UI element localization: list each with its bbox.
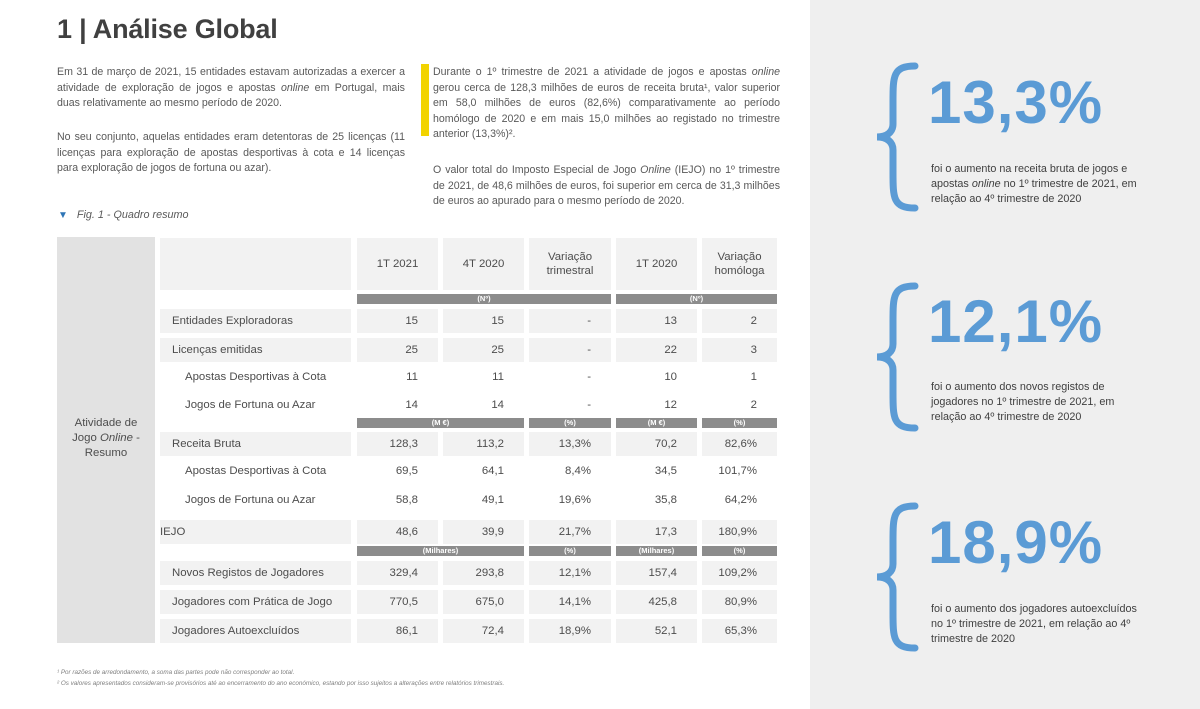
table-cell: 3 [750, 344, 757, 356]
table-cell: 19,6% [558, 494, 591, 506]
table-cell: 69,5 [395, 465, 418, 477]
table-cell: 12,1% [558, 567, 591, 579]
table-cell: 128,3 [389, 438, 418, 450]
unit-bar: (M €) [616, 418, 697, 428]
stat-desc-1: foi o aumento na receita bruta de jogos e apostas online no 1º trimestre de 2021, em relação ao 4º trimestre de 2020 [931, 163, 1137, 205]
table-cell: 17,3 [654, 526, 677, 538]
table-cell: 14 [491, 399, 504, 411]
table-cell: 80,9% [724, 596, 757, 608]
highlight-bar [421, 64, 429, 136]
side-label-line-2: Jogo Online - [72, 432, 140, 444]
table-side-label [57, 416, 155, 461]
side-label-line-1: Atividade de [74, 417, 138, 429]
table-cell: 64,1 [481, 465, 504, 477]
table-cell: 14,1% [558, 596, 591, 608]
table-cell: - [587, 399, 591, 411]
table-cell: 58,8 [395, 494, 418, 506]
table-cell: 49,1 [481, 494, 504, 506]
page-title: 1 | Análise Global [57, 14, 278, 44]
col-header-1t2020: 1T 2020 [616, 238, 697, 290]
revenue-paragraph: Durante o 1º trimestre de 2021 a atividade de jogos e apostas online gerou cerca de 128,3 milhões de euros de receita bruta¹, valor superior em 58,0 milhões de euros (82,6%) comparativamente ao período homólogo de 2020 e em mais 15,0 milhões ao registado no trimestre anterior (13,3%)². [433, 66, 780, 140]
table-cell: 15 [491, 315, 504, 327]
table-cell: 8,4% [565, 465, 591, 477]
left-brace-icon [873, 502, 919, 652]
unit-bar: (%) [529, 418, 611, 428]
table-cell: - [587, 315, 591, 327]
stat-desc-3: foi o aumento dos jogadores autoexcluídos no 1º trimestre de 2021, em relação ao 4º trimestre de 2020 [931, 603, 1137, 645]
table-cell: 14 [405, 399, 418, 411]
table-row-label: IEJO [160, 520, 351, 544]
table-cell: 293,8 [475, 567, 504, 579]
table-row-label: Jogos de Fortuna ou Azar [185, 494, 316, 506]
iejo-paragraph: O valor total do Imposto Especial de Jogo Online (IEJO) no 1º trimestre de 2021, de 48,6 milhões de euros, foi superior em cerca de 31,3 milhões de euros ao apurado para o mesmo período de 2020. [433, 164, 780, 207]
table-cell: 770,5 [389, 596, 418, 608]
col-header-variacao-homologa: Variação homóloga [702, 238, 777, 290]
table-cell: 2 [750, 399, 757, 411]
unit-bar: (Milhares) [357, 546, 524, 556]
table-cell: 329,4 [389, 567, 418, 579]
footnote-1: ¹ Por razões de arredondamento, a soma das partes pode não corresponder ao total. [57, 669, 295, 676]
table-cell: 86,1 [395, 625, 418, 637]
table-row-label: Licenças emitidas [160, 338, 351, 362]
table-cell: 18,9% [558, 625, 591, 637]
table-cell: 22 [664, 344, 677, 356]
side-label-line-3: Resumo [84, 447, 128, 459]
stat-value-2: 12,1% [928, 288, 1104, 355]
table-row-label: Jogos de Fortuna ou Azar [185, 399, 316, 411]
intro-paragraph-1: Em 31 de março de 2021, 15 entidades estavam autorizadas a exercer a atividade de exploração de jogos e apostas online em Portugal, mais duas relativamente ao mesmo período de 2020. [57, 66, 405, 109]
col-header-4t2020: 4T 2020 [443, 238, 524, 290]
table-cell: 157,4 [648, 567, 677, 579]
table-cell: 21,7% [558, 526, 591, 538]
stat-value-3: 18,9% [928, 509, 1104, 576]
table-cell: 12 [664, 399, 677, 411]
table-cell: 113,2 [476, 438, 504, 450]
table-cell: - [587, 371, 591, 383]
table-cell: 1 [750, 371, 757, 383]
table-row-label: Novos Registos de Jogadores [160, 561, 351, 585]
table-cell: 52,1 [654, 625, 677, 637]
table-cell: 65,3% [724, 625, 757, 637]
table-row-label: Entidades Exploradoras [160, 309, 351, 333]
table-cell: 82,6% [724, 438, 757, 450]
table-cell: 675,0 [475, 596, 504, 608]
table-cell: 70,2 [654, 438, 677, 450]
table-cell: 10 [664, 371, 677, 383]
col-header-variacao-trimestral: Variação trimestral [529, 238, 611, 290]
table-row-label: Apostas Desportivas à Cota [185, 371, 327, 383]
unit-bar: (%) [529, 546, 611, 556]
figure-caption [58, 209, 189, 221]
unit-bar: (%) [702, 418, 777, 428]
table-cell: 48,6 [395, 526, 418, 538]
table-cell: 11 [406, 371, 418, 383]
table-cell: 13 [664, 315, 677, 327]
unit-bar: (Nº) [357, 294, 611, 304]
unit-bar: (%) [702, 546, 777, 556]
table-cell: 25 [491, 344, 504, 356]
footnote-2: ² Os valores apresentados consideram-se provisórios até ao encerramento do ano económico, estando por isso sujeitos a alterações entre relatórios trimestrais. [57, 680, 505, 687]
table-cell: 11 [492, 371, 504, 383]
left-brace-icon [873, 62, 919, 212]
unit-bar: (M €) [357, 418, 524, 428]
table-cell: 109,2% [718, 567, 757, 579]
col-header-1t2021: 1T 2021 [357, 238, 438, 290]
figure-caption-text: Fig. 1 - Quadro resumo [76, 209, 189, 221]
table-cell: 101,7% [718, 465, 757, 477]
stat-value-1: 13,3% [928, 69, 1104, 136]
stat-desc-2: foi o aumento dos novos registos de jogadores no 1º trimestre de 2021, em relação ao 4º trimestre de 2020 [931, 381, 1115, 423]
table-row-label: Receita Bruta [160, 432, 351, 456]
table-cell: 180,9% [718, 526, 757, 538]
table-cell: 64,2% [724, 494, 757, 506]
intro-paragraph-2: No seu conjunto, aquelas entidades eram detentoras de 25 licenças (11 licenças para exploração de apostas desportivas à cota e 14 licenças para exploração de jogos de fortuna ou azar). [57, 131, 405, 174]
header-blank-cell [160, 238, 351, 290]
triangle-down-icon: ▼ [58, 210, 68, 221]
table-cell: 15 [405, 315, 418, 327]
table-cell: 34,5 [654, 465, 677, 477]
table-row-label: Jogadores com Prática de Jogo [160, 590, 351, 614]
table-cell: 13,3% [558, 438, 591, 450]
table-row-label: Apostas Desportivas à Cota [185, 465, 327, 477]
table-cell: 39,9 [481, 526, 504, 538]
table-row-label: Jogadores Autoexcluídos [160, 619, 351, 643]
table-cell: 425,8 [648, 596, 677, 608]
left-brace-icon [873, 282, 919, 432]
table-cell: 72,4 [481, 625, 504, 637]
table-cell: 25 [405, 344, 418, 356]
table-cell: 35,8 [654, 494, 677, 506]
unit-bar: (Milhares) [616, 546, 697, 556]
table-cell: - [587, 344, 591, 356]
table-cell: 2 [750, 315, 757, 327]
unit-bar: (Nº) [616, 294, 777, 304]
